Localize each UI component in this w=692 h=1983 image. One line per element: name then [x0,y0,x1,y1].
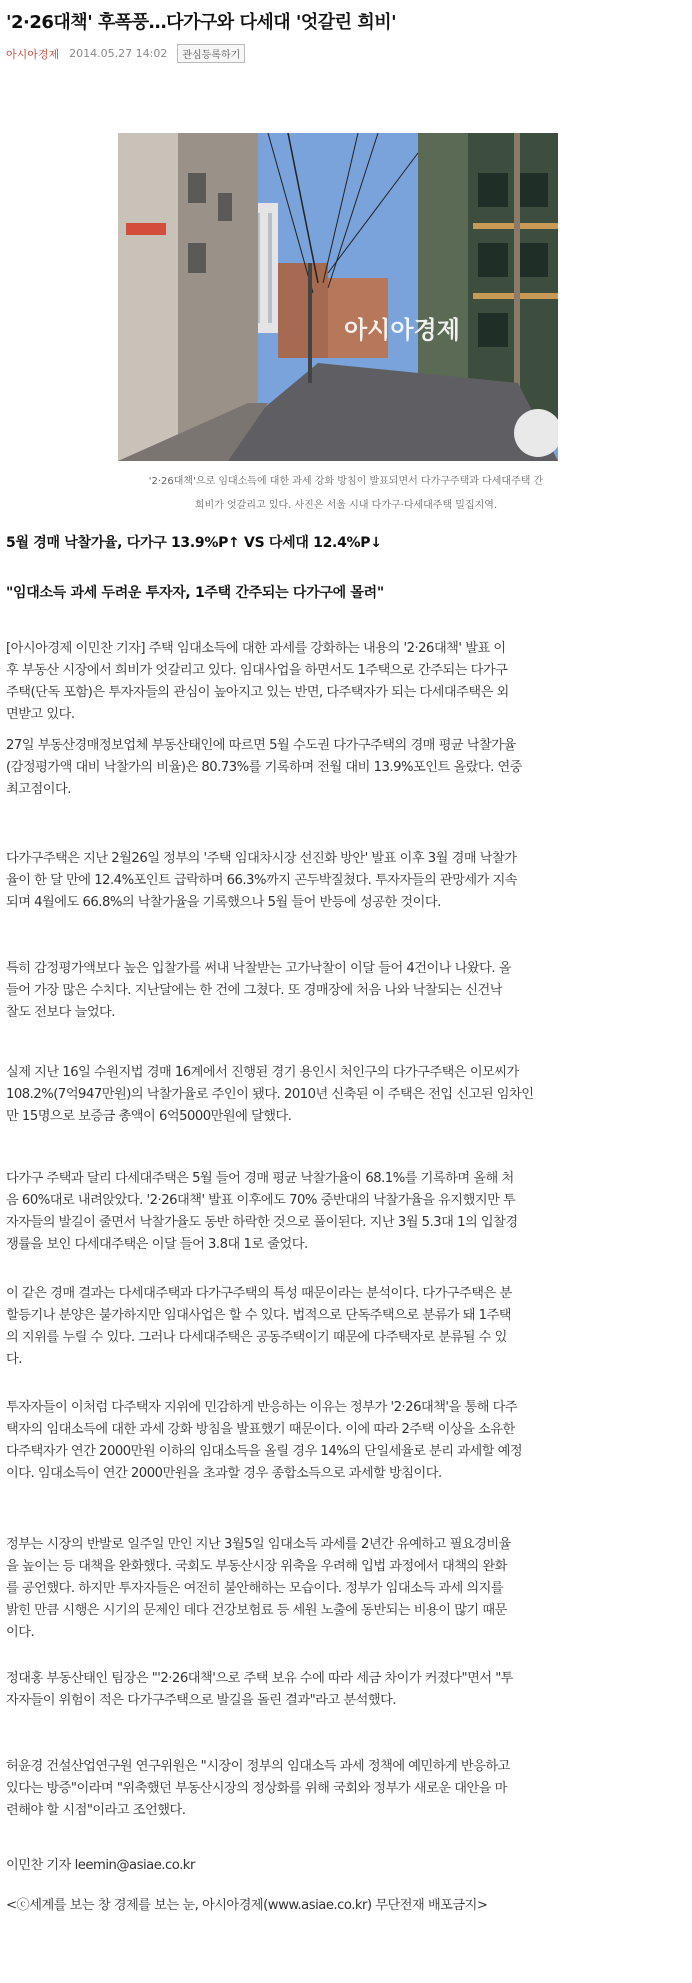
paragraph-line: 다가구주택은 지난 2월26일 정부의 '주택 임대차시장 선진화 방안' 발표 이후 3월 경매 낙찰가 [6,851,517,866]
interest-register-button[interactable]: 관심등록하기 [177,44,245,63]
paragraph-line: 택자의 임대소득에 대한 과세 강화 방침을 발표했기 때문이다. 이에 따라 2주택 이상을 소유한 [6,1422,515,1437]
paragraph-line: 다. [6,1352,22,1367]
paragraph-line: 자자들의 발길이 줄면서 낙찰가율도 동반 하락한 것으로 풀이된다. 지난 3월 5.3대 1의 입찰경 [6,1215,518,1230]
paragraph-line: 27일 부동산경매정보업체 부동산태인에 따르면 5월 수도권 다가구주택의 경매 평균 낙찰가율 [6,738,516,753]
paragraph-line: 밝힌 만큼 시행은 시기의 문제인 데다 건강보험료 등 세원 노출에 동반되는 비용이 많기 때문 [6,1603,507,1618]
paragraph-line: 정대홍 부동산태인 팀장은 "'2·26대책'으로 주택 보유 수에 따라 세금 차이가 커졌다"면서 "투 [6,1671,514,1686]
photo-caption [86,470,606,518]
paragraph-line: 쟁률을 보인 다세대주택은 이달 들어 3.8대 1로 줄었다. [6,1237,308,1252]
paragraph-line: 허윤경 건설산업연구원 연구위원은 "시장이 정부의 임대소득 과세 정책에 예민하게 반응하고 [6,1759,510,1774]
paragraph-line: 면받고 있다. [6,707,75,722]
subheadline: "임대소득 과세 두려운 투자자, 1주택 간주되는 다가구에 몰려" [6,585,384,601]
article-photo [118,133,558,461]
subheadline: 5월 경매 낙찰가율, 다가구 13.9%P↑ VS 다세대 12.4%P↓ [6,535,382,551]
paragraph-line: 다가구 주택과 달리 다세대주택은 5월 들어 경매 평균 낙찰가율이 68.1%를 기록하며 올해 처 [6,1171,514,1186]
paragraph-line: 이다. 임대소득이 연간 2000만원을 초과할 경우 종합소득으로 과세할 방침이다. [6,1466,442,1481]
street-photo-image [118,133,558,461]
paragraph-line: 이 같은 경매 결과는 다세대주택과 다가구주택의 특성 때문이라는 분석이다. 다가구주택은 분 [6,1286,512,1301]
paragraph-line: 련해야 할 시점"이라고 조언했다. [6,1803,186,1818]
article-paragraph [6,1756,682,1822]
paragraph-line: 의 지위를 누릴 수 있다. 그러나 다세대주택은 공동주택이기 때문에 다주택자로 분류될 수 있 [6,1330,507,1345]
paragraph-line: 있다는 방증"이라며 "위축했던 부동산시장의 정상화를 위해 국회와 정부가 새로운 대안을 마 [6,1781,507,1796]
paragraph-line: 주택(단독 포함)은 투자자들의 관심이 높아지고 있는 반면, 다주택자가 되는 다세대주택은 외 [6,685,509,700]
paragraph-line: 찰도 전보다 늘었다. [6,1005,115,1020]
article-paragraph [6,1283,682,1371]
paragraph-line: 특히 감정평가액보다 높은 입찰가를 써내 낙찰받는 고가낙찰이 이달 들어 4건이나 나왔다. 올 [6,961,512,976]
caption-line: 희비가 엇갈리고 있다. 사진은 서울 시내 다가구·다세대주택 밀집지역. [194,500,498,511]
paragraph-line: 자자들이 위험이 적은 다가구주택으로 발길을 돌린 결과"라고 분석했다. [6,1693,397,1708]
article-paragraph [6,1062,682,1128]
paragraph-line: 최고점이다. [6,782,71,797]
publish-date: 2014.05.27 14:02 [69,47,168,60]
paragraph-line: 후 부동산 시장에서 희비가 엇갈리고 있다. 임대사업을 하면서도 1주택으로 간주되는 다가구 [6,663,508,678]
paragraph-line: 음 60%대로 내려앉았다. '2·26대책' 발표 이후에도 70% 중반대의 낙찰가율을 유지했지만 투 [6,1193,516,1208]
paragraph-line: 실제 지난 16일 수원지법 경매 16계에서 진행된 경기 용인시 처인구의 다가구주택은 이모씨가 [6,1065,519,1080]
article-title: '2·26대책' 후폭풍…다가구와 다세대 '엇갈린 희비' [6,12,397,33]
caption-line: '2·26대책'으로 임대소득에 대한 과세 강화 방침이 발표되면서 다가구주택과 다세대주택 간 [148,476,544,487]
paragraph-line: 이민찬 기자 leemin@asiae.co.kr [6,1858,195,1873]
article-paragraph [6,1534,682,1644]
article-paragraph [6,1168,682,1256]
source-link[interactable]: 아시아경제 [6,47,60,61]
article-paragraph [6,735,682,801]
paragraph-line: 할등기나 분양은 불가하지만 임대사업은 할 수 있다. 법적으로 단독주택으로 분류가 돼 1주택 [6,1308,512,1323]
paragraph-line: 율이 한 달 만에 12.4%포인트 급락하며 66.3%까지 곤두박질쳤다. 투자자들의 관망세가 지속 [6,873,518,888]
paragraph-line: 되며 4월에도 66.8%의 낙찰가율을 기록했으나 5월 들어 반등에 성공한 것이다. [6,895,441,910]
photo-watermark: 아시아경제 [344,316,460,344]
paragraph-line: 만 15명으로 보증금 총액이 6억5000만원에 달했다. [6,1109,292,1124]
paragraph-line: 들어 가장 많은 수치다. 지난달에는 한 건에 그쳤다. 또 경매장에 처음 나와 낙찰되는 신건낙 [6,983,502,998]
paragraph-line: (감정평가액 대비 낙찰가의 비율)은 80.73%를 기록하며 전월 대비 13.9%포인트 올랐다. 연중 [6,760,522,775]
article-paragraph [6,1668,682,1712]
byline [6,1855,682,1877]
article-paragraph [6,958,682,1024]
paragraph-line: 108.2%(7억947만원)의 낙찰가율로 주인이 됐다. 2010년 신축된 이 주택은 전입 신고된 임차인 [6,1087,534,1102]
paragraph-line: 를 공언했다. 하지만 투자자들은 여전히 불안해하는 모습이다. 정부가 임대소득 과세 의지를 [6,1581,504,1596]
article-paragraph [6,848,682,914]
paragraph-line: <ⓒ세계를 보는 창 경제를 보는 눈, 아시아경제(www.asiae.co.kr) 무단전재 배포금지> [6,1898,488,1913]
article-paragraph [6,638,682,726]
paragraph-line: 을 높이는 등 대책을 완화했다. 국회도 부동산시장 위축을 우려해 입법 과정에서 대책의 완화 [6,1559,507,1574]
paragraph-line: 투자자들이 이처럼 다주택자 지위에 민감하게 반응하는 이유는 정부가 '2·26대책'을 통해 다주 [6,1400,518,1415]
paragraph-line: 정부는 시장의 반발로 일주일 만인 지난 3월5일 임대소득 과세를 2년간 유예하고 필요경비율 [6,1537,511,1552]
paragraph-line: 이다. [6,1625,35,1640]
paragraph-line: 다주택자가 연간 2000만원 이하의 임대소득을 올릴 경우 14%의 단일세율로 분리 과세할 예정 [6,1444,523,1459]
article-meta [6,44,245,63]
copyright-notice [6,1895,682,1917]
paragraph-line: [아시아경제 이민찬 기자] 주택 임대소득에 대한 과세를 강화하는 내용의 '2·26대책' 발표 이 [6,641,506,656]
article-paragraph [6,1397,682,1485]
